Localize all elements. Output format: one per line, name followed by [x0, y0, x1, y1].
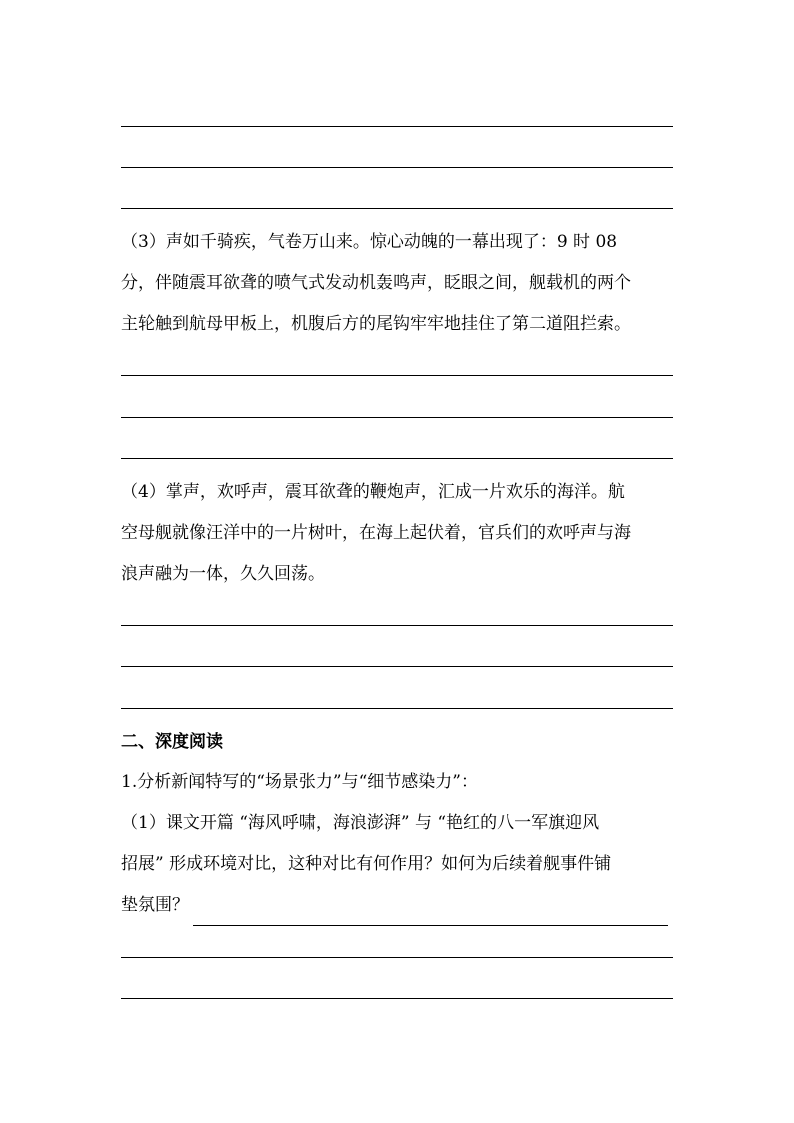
answer-line[interactable] [121, 957, 673, 958]
question-1 [121, 803, 677, 926]
answer-line[interactable] [121, 126, 673, 127]
question-1-line [121, 885, 677, 926]
answer-line[interactable] [121, 208, 673, 209]
answer-line[interactable] [121, 167, 673, 168]
passage-4-line: 浪声融为一体，久久回荡。 [121, 564, 325, 584]
passage-3-line: 分，伴随震耳欲聋的喷气式发动机轰鸣声，眨眼之间，舰载机的两个 [121, 273, 631, 293]
answer-line[interactable] [121, 458, 673, 459]
passage-4 [121, 472, 677, 595]
question-1-line: （1）课文开篇 “海风呼啸，海浪澎湃” 与 “艳红的八一军旗迎风 [121, 813, 600, 833]
section-title: 二、深度阅读 [121, 732, 223, 752]
answer-line[interactable] [121, 375, 673, 376]
question-1-line-text: 垫氛围？ [121, 895, 189, 915]
passage-3-line: 主轮触到航母甲板上，机腹后方的尾钩牢牢地挂住了第二道阻拦索。 [121, 314, 631, 334]
question-1-line: 招展” 形成环境对比，这种对比有何作用？如何为后续着舰事件铺 [121, 854, 612, 874]
answer-line[interactable] [121, 625, 673, 626]
answer-line[interactable] [121, 666, 673, 667]
task-1-prompt: 1.分析新闻特写的“场景张力”与“细节感染力”： [121, 772, 478, 792]
passage-4-line: （4）掌声，欢呼声，震耳欲聋的鞭炮声，汇成一片欢乐的海洋。航 [121, 482, 625, 502]
answer-line[interactable] [121, 998, 673, 999]
passage-3-line: （3）声如千骑疾，气卷万山来。惊心动魄的一幕出现了：9 时 08 [121, 232, 618, 252]
answer-line[interactable] [121, 708, 673, 709]
answer-line[interactable] [121, 417, 673, 418]
answer-blank[interactable] [193, 907, 668, 926]
passage-3 [121, 222, 677, 345]
passage-4-line: 空母舰就像汪洋中的一片树叶，在海上起伏着，官兵们的欢呼声与海 [121, 523, 631, 543]
